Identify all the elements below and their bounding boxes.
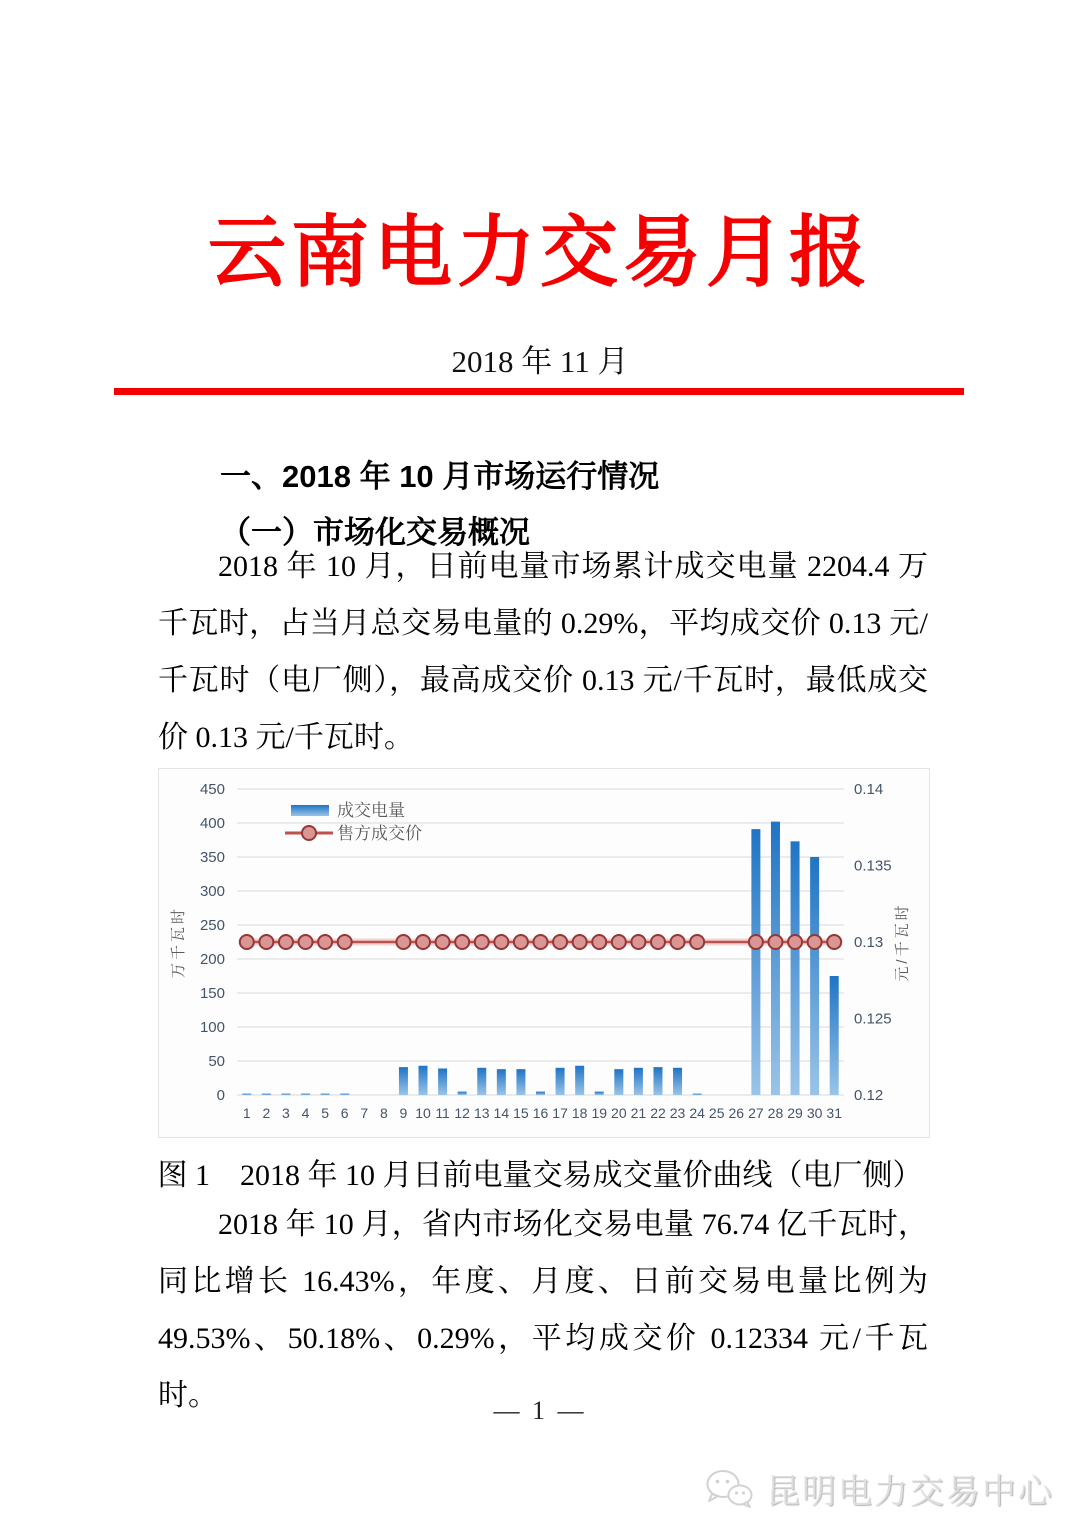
paragraph-overview: 2018 年 10 月，日前电量市场累计成交电量 2204.4 万千瓦时，占当月总交易电量的 0.29%，平均成交价 0.13 元/千瓦时（电厂侧），最高成交价 0.13 元/千瓦时，最低成交价 0.13 元/千瓦时。 xyxy=(158,550,928,754)
left-axis-ticks xyxy=(200,781,225,1104)
svg-text:30: 30 xyxy=(806,1105,823,1121)
volume-bars xyxy=(242,822,838,1095)
svg-text:250: 250 xyxy=(199,917,225,934)
svg-text:20: 20 xyxy=(611,1105,627,1121)
svg-text:27: 27 xyxy=(748,1105,764,1121)
svg-text:4: 4 xyxy=(301,1105,310,1121)
left-axis-title: 万千瓦时 xyxy=(170,905,187,979)
svg-text:21: 21 xyxy=(630,1105,647,1121)
wechat-icon xyxy=(702,1467,756,1511)
svg-text:3: 3 xyxy=(282,1105,290,1121)
svg-text:8: 8 xyxy=(379,1105,388,1121)
svg-text:15: 15 xyxy=(513,1105,529,1121)
legend-volume-swatch xyxy=(291,805,329,816)
svg-text:1: 1 xyxy=(242,1105,251,1121)
svg-text:13: 13 xyxy=(473,1105,490,1121)
svg-text:0.135: 0.135 xyxy=(854,857,892,875)
svg-text:0.13: 0.13 xyxy=(854,934,884,951)
right-axis-ticks xyxy=(854,781,892,1104)
svg-text:18: 18 xyxy=(571,1105,588,1121)
svg-text:200: 200 xyxy=(199,951,225,968)
svg-text:7: 7 xyxy=(360,1105,369,1121)
svg-text:25: 25 xyxy=(708,1105,725,1121)
svg-text:28: 28 xyxy=(767,1105,784,1121)
page-number: — 1 — xyxy=(493,1396,587,1425)
price-markers xyxy=(240,935,841,949)
svg-text:19: 19 xyxy=(591,1105,608,1121)
legend-price-marker xyxy=(302,826,316,840)
svg-text:26: 26 xyxy=(728,1105,745,1121)
svg-text:350: 350 xyxy=(199,849,225,866)
svg-text:11: 11 xyxy=(435,1105,450,1121)
figure1-chart xyxy=(158,768,930,1138)
svg-text:17: 17 xyxy=(552,1105,568,1121)
svg-text:5: 5 xyxy=(321,1105,330,1121)
svg-text:300: 300 xyxy=(199,883,225,900)
svg-text:2: 2 xyxy=(262,1105,271,1121)
watermark xyxy=(702,1464,1054,1513)
figure1-caption: 图 1 2018 年 10 月日前电量交易成交量价曲线（电厂侧） xyxy=(157,1159,923,1192)
subsection-heading: （一）市场化交易概况 xyxy=(220,515,530,550)
svg-text:14: 14 xyxy=(493,1105,510,1121)
svg-text:23: 23 xyxy=(669,1105,686,1121)
svg-text:10: 10 xyxy=(415,1105,431,1121)
legend-price-label: 售方成交价 xyxy=(337,824,422,843)
svg-text:9: 9 xyxy=(399,1105,408,1121)
svg-text:0: 0 xyxy=(216,1087,225,1104)
right-axis-title: 元/千瓦时 xyxy=(894,902,911,982)
section-heading: 一、2018 年 10 月市场运行情况 xyxy=(220,459,660,494)
watermark-text: 昆明电力交易中心 xyxy=(766,1473,1054,1511)
svg-text:100: 100 xyxy=(199,1019,225,1036)
paragraph-summary: 2018 年 10 月，省内市场化交易电量 76.74 亿千瓦时，同比增长 16.43%，年度、月度、日前交易电量比例为 49.53%、50.18%、0.29%，平均成交价 0.12334 元/千瓦时。 xyxy=(158,1208,928,1412)
svg-text:450: 450 xyxy=(199,781,225,798)
svg-text:50: 50 xyxy=(208,1053,225,1070)
svg-text:12: 12 xyxy=(454,1105,470,1121)
svg-text:22: 22 xyxy=(650,1105,666,1121)
svg-text:6: 6 xyxy=(340,1105,349,1121)
svg-text:24: 24 xyxy=(689,1105,705,1121)
figure1-chart-svg xyxy=(159,769,929,1137)
x-axis-labels xyxy=(243,1105,842,1121)
chart-legend xyxy=(285,801,422,843)
title-divider xyxy=(114,388,964,395)
svg-text:0.12: 0.12 xyxy=(854,1087,884,1104)
svg-text:31: 31 xyxy=(826,1105,842,1121)
svg-text:0.14: 0.14 xyxy=(854,781,884,798)
svg-text:16: 16 xyxy=(532,1105,549,1121)
report-subtitle: 2018 年 11 月 xyxy=(451,344,629,379)
svg-text:400: 400 xyxy=(199,815,225,832)
svg-text:0.125: 0.125 xyxy=(854,1010,892,1028)
legend-volume-label: 成交电量 xyxy=(337,801,405,820)
svg-text:29: 29 xyxy=(787,1105,803,1121)
svg-text:150: 150 xyxy=(199,985,225,1002)
report-title: 云南电力交易月报 xyxy=(207,209,872,296)
